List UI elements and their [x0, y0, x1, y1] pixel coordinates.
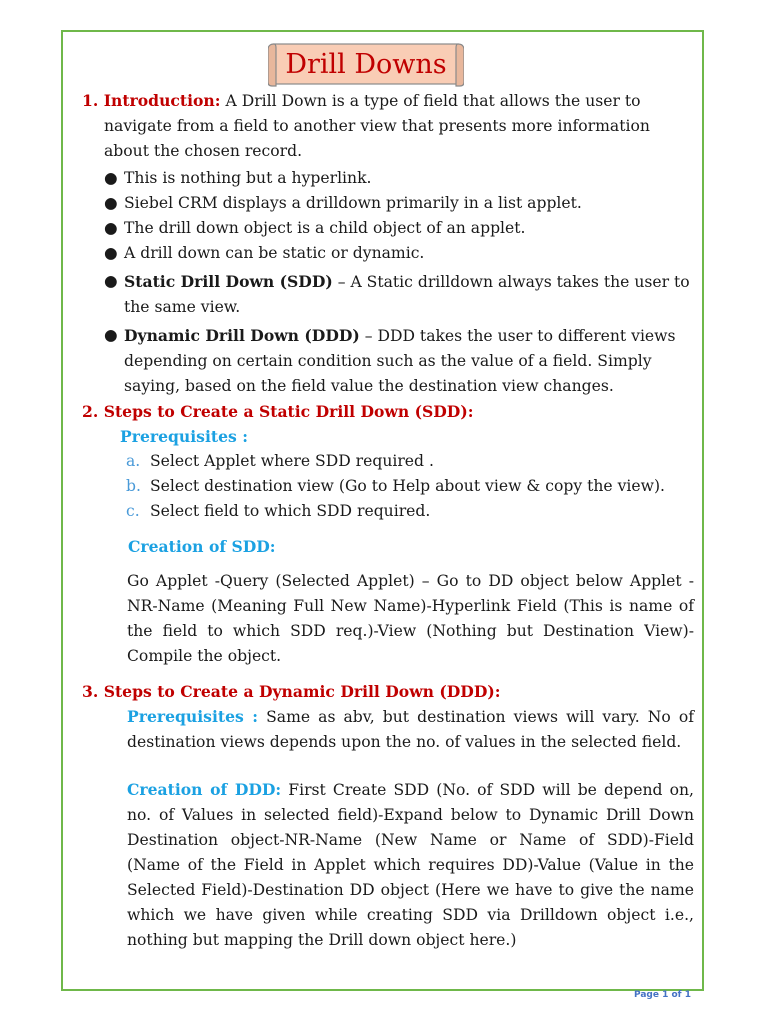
list-item — [82, 323, 694, 399]
ddd-prereq-heading: Prerequisites : — [127, 707, 259, 726]
bullet-icon: ● — [104, 326, 118, 344]
intro-heading: 1. Introduction: — [82, 91, 221, 110]
page-number: Page 1 of 1 — [634, 990, 691, 1000]
list-item — [82, 269, 694, 320]
dynamic-section-heading: 3. Steps to Create a Dynamic Drill Down (DDD): — [82, 682, 501, 701]
title-banner — [268, 42, 464, 88]
page-title: Drill Downs — [285, 49, 447, 80]
bullet-icon: ● — [104, 194, 118, 212]
bullet-icon: ● — [104, 169, 118, 187]
sdd-creation-heading: Creation of SDD: — [128, 537, 276, 556]
bullet-text: This is nothing but a hyperlink. — [124, 169, 372, 187]
sdd-steps-list — [82, 449, 694, 524]
intro-text: A Drill Down is a type of field that allows the user to navigate from a field to another view that presents more information about the chosen record. — [104, 92, 650, 160]
step-text: Select field to which SDD required. — [150, 502, 431, 520]
bullet-icon: ● — [104, 244, 118, 262]
ddd-creation-heading: Creation of DDD: — [127, 780, 282, 799]
step-letter: c. — [126, 502, 140, 520]
sdd-definition: – A Static drilldown always takes the user to the same view. — [124, 273, 690, 316]
list-item — [82, 166, 694, 191]
step-text: Select destination view (Go to Help about view & copy the view). — [150, 477, 665, 495]
ddd-prereq-text: Same as abv, but destination views will vary. No of destination views depends upon the no. of values in the selected field. — [127, 708, 694, 751]
bullet-text: Siebel CRM displays a drilldown primarily in a list applet. — [124, 194, 582, 212]
sdd-creation-text: Go Applet -Query (Selected Applet) – Go to DD object below Applet -NR-Name (Meaning Full New Name)-Hyperlink Field (This is name of the field to which SDD req.)-View (Nothing but Destination View)-Compile the object. — [127, 572, 694, 665]
ddd-creation-text: First Create SDD (No. of SDD will be depend on, no. of Values in selected field)-Expand below to Dynamic Drill Down Destination object-NR-Name (New Name or Name of SDD)-Field (Name of the Field in Applet which requires DD)-Value (Value in the Selected Field)-Destination DD object (Here we have to give the name which we have given while creating SDD via Drilldown object i.e., nothing but mapping the Drill down object here.) — [127, 781, 694, 949]
list-item — [82, 474, 694, 499]
step-letter: b. — [126, 477, 141, 495]
static-section-heading: 2. Steps to Create a Static Drill Down (SDD): — [82, 402, 474, 421]
ddd-definition: – DDD takes the user to different views depending on certain condition such as the value of a field. Simply saying, based on the field value the destination view changes. — [124, 327, 676, 395]
list-item — [82, 241, 694, 266]
ddd-creation-paragraph — [82, 777, 694, 953]
bullet-icon: ● — [104, 272, 118, 290]
step-letter: a. — [126, 452, 141, 470]
sdd-prereq-heading: Prerequisites : — [120, 427, 248, 446]
document-body — [82, 88, 694, 953]
bullet-text: The drill down object is a child object of an applet. — [124, 219, 526, 237]
ddd-prereq-paragraph — [82, 704, 694, 755]
sdd-term: Static Drill Down (SDD) — [124, 272, 333, 291]
bullet-icon: ● — [104, 219, 118, 237]
list-item — [82, 499, 694, 524]
intro-bullet-list — [82, 166, 694, 399]
ddd-term: Dynamic Drill Down (DDD) — [124, 326, 360, 345]
step-text: Select Applet where SDD required . — [150, 452, 434, 470]
bullet-text: A drill down can be static or dynamic. — [124, 244, 425, 262]
intro-paragraph — [82, 88, 694, 164]
list-item — [82, 191, 694, 216]
list-item — [82, 449, 694, 474]
list-item — [82, 216, 694, 241]
